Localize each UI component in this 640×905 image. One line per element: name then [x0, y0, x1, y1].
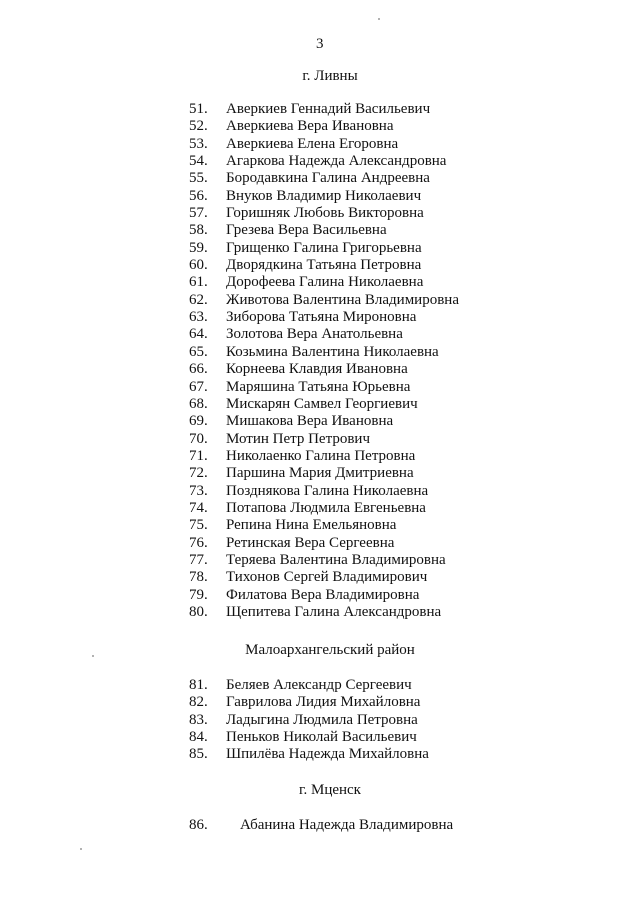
scan-speck	[92, 655, 94, 657]
list-item	[0, 677, 640, 694]
entry-number: 85.	[189, 746, 208, 763]
entry-number: 51.	[189, 101, 208, 117]
list-item	[0, 587, 640, 604]
entry-number: 67.	[189, 378, 208, 395]
entry-number: 66.	[189, 361, 208, 378]
page-number: 3	[316, 36, 324, 52]
entry-number: 71.	[189, 447, 208, 464]
entry-number: 81.	[189, 677, 208, 693]
list-item	[0, 431, 640, 448]
entry-name: Аверкиев Геннадий Васильевич	[226, 101, 431, 117]
list-item	[0, 309, 640, 326]
entry-name: Беляев Александр Сергеевич	[226, 677, 412, 693]
entry-number: 55.	[189, 170, 208, 187]
entry-name: Грезева Вера Васильевна	[226, 222, 387, 239]
entry-name: Агаркова Надежда Александровна	[226, 153, 447, 170]
entry-number: 76.	[189, 534, 208, 551]
section-title-maloarkhangelsk: Малоархангельский район	[245, 642, 415, 658]
list-item	[0, 604, 640, 621]
entry-number: 74.	[189, 499, 208, 516]
entry-name: Мискарян Самвел Георгиевич	[226, 395, 418, 412]
section-title-mtsensk: г. Мценск	[299, 782, 361, 798]
entry-name: Золотова Вера Анатольевна	[226, 326, 403, 343]
entry-number: 61.	[189, 274, 208, 291]
entry-number: 69.	[189, 413, 208, 430]
entry-number: 80.	[189, 603, 208, 620]
entry-number: 59.	[189, 239, 208, 256]
entry-name: Мишакова Вера Ивановна	[226, 413, 394, 430]
entry-name: Маряшина Татьяна Юрьевна	[226, 378, 411, 395]
entry-name: Филатова Вера Владимировна	[226, 586, 420, 603]
entry-name: Ладыгина Людмила Петровна	[226, 711, 418, 728]
entry-name: Животова Валентина Владимировна	[226, 291, 459, 308]
list-item	[0, 170, 640, 187]
entry-name: Козьмина Валентина Николаевна	[226, 343, 439, 360]
entry-number: 54.	[189, 153, 208, 170]
entry-number: 63.	[189, 309, 208, 326]
list-item	[0, 153, 640, 170]
list-item	[0, 694, 640, 711]
list-item	[0, 500, 640, 517]
entry-number: 64.	[189, 326, 208, 343]
entry-name: Репина Нина Емельяновна	[226, 517, 397, 534]
list-item	[0, 136, 640, 153]
entry-number: 73.	[189, 482, 208, 499]
list-item	[0, 240, 640, 257]
list-item	[0, 465, 640, 482]
list-item	[0, 746, 640, 763]
entry-name: Аверкиева Елена Егоровна	[226, 135, 399, 152]
list-item	[0, 257, 640, 274]
entry-number: 65.	[189, 343, 208, 360]
name-list-maloarkhangelsk	[0, 677, 640, 764]
entry-number: 52.	[189, 118, 208, 135]
list-item	[0, 535, 640, 552]
entry-name: Николаенко Галина Петровна	[226, 447, 416, 464]
entry-name: Ретинская Вера Сергеевна	[226, 534, 395, 551]
entry-name: Внуков Владимир Николаевич	[226, 187, 422, 204]
entry-name: Шпилёва Надежда Михайловна	[226, 746, 429, 763]
list-item	[0, 188, 640, 205]
entry-number: 75.	[189, 517, 208, 534]
name-list-livny	[0, 101, 640, 621]
entry-name: Пеньков Николай Васильевич	[226, 729, 417, 746]
entry-name: Дорофеева Галина Николаевна	[226, 274, 424, 291]
entry-name: Абанина Надежда Владимировна	[240, 817, 454, 833]
list-item	[0, 712, 640, 729]
entry-name: Мотин Петр Петрович	[226, 430, 370, 447]
list-item	[0, 326, 640, 343]
entry-number: 78.	[189, 569, 208, 586]
entry-number: 82.	[189, 694, 208, 711]
scan-speck	[378, 18, 380, 20]
entry-number: 83.	[189, 711, 208, 728]
list-item	[0, 569, 640, 586]
list-item	[0, 344, 640, 361]
list-item	[0, 274, 640, 291]
entry-number: 72.	[189, 465, 208, 482]
entry-name: Тихонов Сергей Владимирович	[226, 569, 428, 586]
entry-name: Паршина Мария Дмитриевна	[226, 465, 414, 482]
list-item	[0, 483, 640, 500]
list-item	[0, 205, 640, 222]
entry-name: Аверкиева Вера Ивановна	[226, 118, 394, 135]
entry-name: Грищенко Галина Григорьевна	[226, 239, 422, 256]
entry-name: Позднякова Галина Николаевна	[226, 482, 429, 499]
list-item	[0, 361, 640, 378]
entry-number: 53.	[189, 135, 208, 152]
entry-name: Теряева Валентина Владимировна	[226, 551, 446, 568]
entry-number: 84.	[189, 729, 208, 746]
list-item	[0, 729, 640, 746]
entry-number: 86.	[189, 817, 208, 833]
entry-number: 57.	[189, 205, 208, 222]
list-item	[0, 517, 640, 534]
entry-name: Бородавкина Галина Андреевна	[226, 170, 430, 187]
entry-number: 77.	[189, 551, 208, 568]
entry-name: Корнеева Клавдия Ивановна	[226, 361, 408, 378]
entry-name: Зиборова Татьяна Мироновна	[226, 309, 417, 326]
scan-speck	[80, 848, 82, 850]
list-item	[0, 118, 640, 135]
list-item	[0, 817, 640, 834]
entry-number: 58.	[189, 222, 208, 239]
list-item	[0, 379, 640, 396]
entry-name: Щепитева Галина Александровна	[226, 603, 442, 620]
list-item	[0, 552, 640, 569]
entry-name: Дворядкина Татьяна Петровна	[226, 257, 422, 274]
entry-number: 60.	[189, 257, 208, 274]
entry-number: 56.	[189, 187, 208, 204]
list-item	[0, 222, 640, 239]
entry-name: Потапова Людмила Евгеньевна	[226, 499, 426, 516]
name-list-mtsensk	[0, 817, 640, 834]
list-item	[0, 413, 640, 430]
entry-number: 70.	[189, 430, 208, 447]
list-item	[0, 396, 640, 413]
entry-number: 79.	[189, 586, 208, 603]
entry-name: Горишняк Любовь Викторовна	[226, 205, 424, 222]
entry-number: 62.	[189, 291, 208, 308]
entry-name: Гаврилова Лидия Михайловна	[226, 694, 421, 711]
entry-number: 68.	[189, 395, 208, 412]
list-item	[0, 448, 640, 465]
list-item	[0, 292, 640, 309]
list-item	[0, 101, 640, 118]
section-title-livny: г. Ливны	[302, 68, 358, 84]
